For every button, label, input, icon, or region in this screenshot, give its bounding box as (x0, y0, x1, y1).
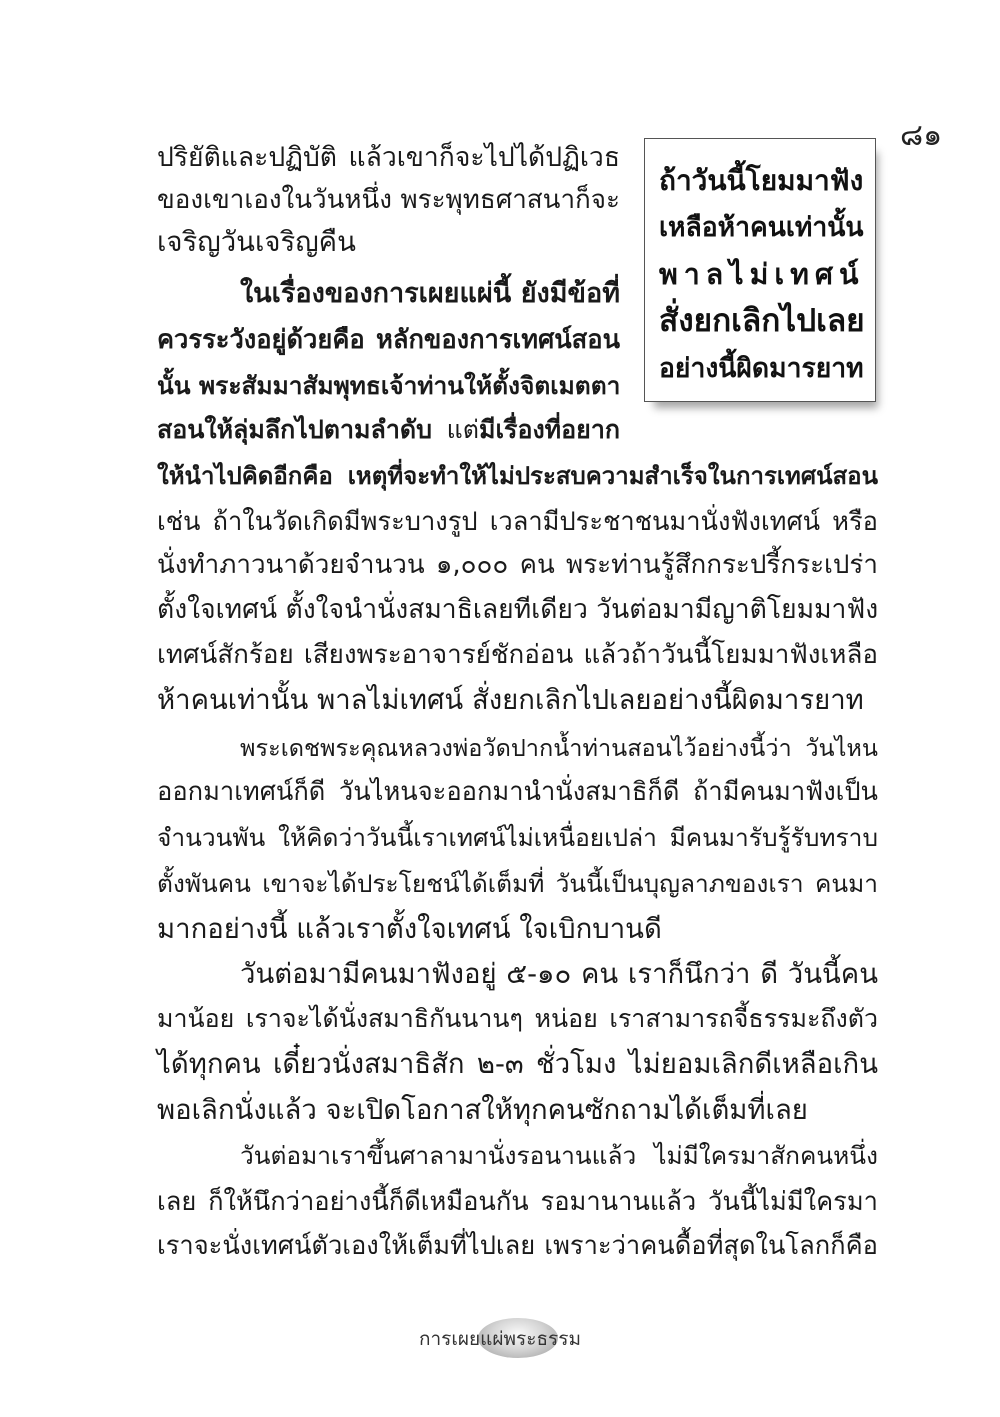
body-line-mixed (157, 410, 620, 450)
body-line-bold: ในเรื่องของการเผยแผ่นี้ ยังมีข้อที่ (240, 278, 620, 309)
body-line: พอเลิกนั่งแล้ว จะเปิดโอกาสให้ทุกคนซักถามได้เต็มที่เลย (157, 1094, 808, 1126)
pull-quote-line: อย่างนี้ผิดมารยาท (659, 353, 864, 384)
pull-quote-line: ถ้าวันนี้โยมมาฟัง (659, 164, 864, 197)
body-line: ปริยัติและปฏิบัติ แล้วเขาก็จะไปได้ปฏิเวธ (157, 142, 620, 173)
body-line-bold: นั้น พระสัมมาสัมพุทธเจ้าท่านให้ตั้งจิตเมตตา (157, 371, 621, 400)
body-line: ของเขาเองในวันหนึ่ง พระพุทธศาสนาก็จะ (157, 185, 620, 215)
pull-quote-box (644, 138, 876, 402)
body-line: มาน้อย เราจะได้นั่งสมาธิกันนานๆ หน่อย เราสามารถจี้ธรรมะถึงตัว (157, 1004, 878, 1033)
pull-quote-line: เหลือห้าคนเท่านั้น (659, 212, 864, 243)
body-line: เทศน์สักร้อย เสียงพระอาจารย์ชักอ่อน แล้วถ้าวันนี้โยมมาฟังเหลือ (157, 640, 878, 670)
body-line: นั่งทำภาวนาด้วยจำนวน ๑,๐๐๐ คน พระท่านรู้สึกกระปรี้กระเปร่า (157, 550, 878, 580)
body-line: วันต่อมามีคนมาฟังอยู่ ๕-๑๐ คน เราก็นึกว่า ดี วันนี้คน (240, 958, 878, 990)
pull-quote-line: สั่งยกเลิกไปเลย (659, 303, 865, 339)
body-line-bold: ให้นำไปคิดอีกคือ เหตุที่จะทำให้ไม่ประสบความสำเร็จในการเทศน์สอน (157, 462, 878, 490)
body-line: ได้ทุกคน เดี๋ยวนั่งสมาธิสัก ๒-๓ ชั่วโมง ไม่ยอมเลิกดีเหลือเกิน (157, 1048, 878, 1080)
pull-quote-line: พาลไม่เทศน์ (659, 258, 865, 291)
page-number: ๘๑ (900, 118, 943, 153)
bold-phrase: สอนให้ลุ่มลึกไปตามลำดับ (157, 415, 432, 444)
body-line: วันต่อมาเราขึ้นศาลามานั่งรอนานแล้ว ไม่มีใครมาสักคนหนึ่ง (240, 1141, 878, 1170)
body-line: เลย ก็ให้นึกว่าอย่างนี้ก็ดีเหมือนกัน รอมานานแล้ว วันนี้ไม่มีใครมา (157, 1187, 878, 1217)
body-line: จำนวนพัน ให้คิดว่าวันนี้เราเทศน์ไม่เหนื่อยเปล่า มีคนมารับรู้รับทราบ (157, 823, 878, 852)
body-line: ออกมาเทศน์ก็ดี วันไหนจะออกมานำนั่งสมาธิก็ดี ถ้ามีคนมาฟังเป็น (157, 777, 878, 807)
footer-title: การเผยแผ่พระธรรม (419, 1328, 581, 1350)
body-line: ห้าคนเท่านั้น พาลไม่เทศน์ สั่งยกเลิกไปเลยอย่างนี้ผิดมารยาท (157, 684, 864, 716)
page-footer (0, 1318, 1000, 1358)
body-line: เจริญวันเจริญคืน (157, 226, 356, 258)
body-line: พระเดชพระคุณหลวงพ่อวัดปากน้ำท่านสอนไว้อย่างนี้ว่า วันไหน (240, 734, 878, 762)
body-line: ตั้งพันคน เขาจะได้ประโยชน์ได้เต็มที่ วันนี้เป็นบุญลาภของเรา คนมา (157, 869, 878, 898)
regular-phrase: แต่ (446, 415, 479, 444)
body-line: เช่น ถ้าในวัดเกิดมีพระบางรูป เวลามีประชาชนมานั่งฟังเทศน์ หรือ (157, 507, 878, 537)
body-line: มากอย่างนี้ แล้วเราตั้งใจเทศน์ ใจเบิกบานดี (157, 913, 662, 945)
body-line: ตั้งใจเทศน์ ตั้งใจนำนั่งสมาธิเลยทีเดียว วันต่อมามีญาติโยมมาฟัง (157, 594, 879, 625)
bold-phrase: มีเรื่องที่อยาก (479, 415, 620, 444)
body-line: เราจะนั่งเทศน์ตัวเองให้เต็มที่ไปเลย เพราะว่าคนดื้อที่สุดในโลกก็คือ (157, 1231, 878, 1261)
body-line-bold: ควรระวังอยู่ด้วยคือ หลักของการเทศน์สอน (157, 325, 620, 355)
